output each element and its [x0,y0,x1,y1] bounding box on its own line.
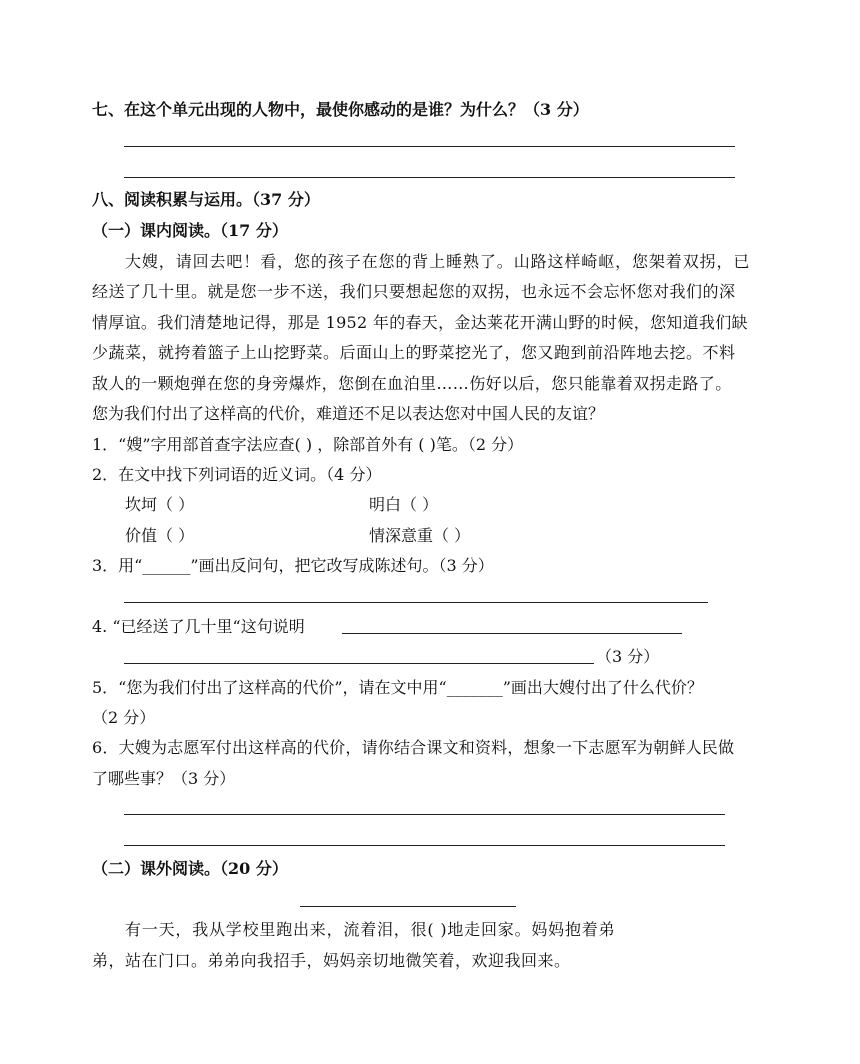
part-2-title: （二）课外阅读。（20 分） [92,859,288,878]
answer-line-q6-2[interactable] [124,845,725,846]
passage-line: 大嫂，请回去吧！看，您的孩子在您的背上睡熟了。山路这样崎岖，您架着双拐，已 [125,252,751,271]
synonym-item: 明白（ ） [369,495,439,514]
passage-line: 有一天，我从学校里跑出来，流着泪，很( )地走回家。妈妈抱着弟 [125,920,616,939]
part-1-title: （一）课内阅读。（17 分） [92,221,288,240]
passage-line: 少蔬菜，就挎着篮子上山挖野菜。后面山上的野菜挖光了，您又跑到前沿阵地去挖。不料 [92,343,736,362]
question-2-title: 2．在文中找下列词语的近义词。（4 分） [92,465,382,484]
answer-line-q3[interactable] [124,602,708,603]
question-5: 5．“您为我们付出了这样高的代价”，请在文中用“_______”画出大嫂付出了什么代价？ [92,678,703,697]
answer-line-q7-1[interactable] [124,146,735,147]
question-4: 4. “已经送了几十里“这句说明 [92,617,305,636]
question-1: 1．“嫂”字用部首查字法应查( ) ，除部首外有 ( )笔。（2 分） [92,435,524,454]
section-8-title: 八、阅读积累与运用。（37 分） [92,190,320,209]
question-6-cont: 了哪些事？（3 分） [92,769,236,788]
synonym-item: 价值（ ） [125,526,195,545]
question-7-title: 七、在这个单元出现的人物中，最使你感动的是谁？为什么？（3 分） [92,100,589,119]
question-6: 6．大嫂为志愿军付出这样高的代价，请你结合课文和资料，想象一下志愿军为朝鲜人民做 [92,738,735,757]
answer-line-q4-1[interactable] [342,633,682,634]
passage-title-blank[interactable] [300,906,516,907]
question-3: 3．用“______”画出反问句，把它改写成陈述句。（3 分） [92,556,494,575]
synonym-item: 情深意重（ ） [369,526,471,545]
passage-line: 弟，站在门口。弟弟向我招手，妈妈亲切地微笑着，欢迎我回来。 [92,951,571,970]
passage-line: 情厚谊。我们清楚地记得，那是 1952 年的春天，金达莱花开满山野的时候，您知道我们缺 [92,313,748,332]
synonym-item: 坎坷（ ） [125,495,195,514]
answer-line-q4-2[interactable] [124,663,594,664]
question-4-score: （3 分） [596,647,660,666]
answer-line-q6-1[interactable] [124,814,725,815]
passage-line: 经送了几十里。就是您一步不送，我们只要想起您的双拐，也永远不会忘怀您对我们的深 [92,282,736,301]
passage-line: 您为我们付出了这样高的代价，难道还不足以表达您对中国人民的友谊？ [92,404,605,423]
question-5-score: （2 分） [92,708,156,727]
passage-line: 敌人的一颗炮弹在您的身旁爆炸，您倒在血泊里……伤好以后，您只能靠着双拐走路了。 [92,374,732,393]
answer-line-q7-2[interactable] [124,177,735,178]
